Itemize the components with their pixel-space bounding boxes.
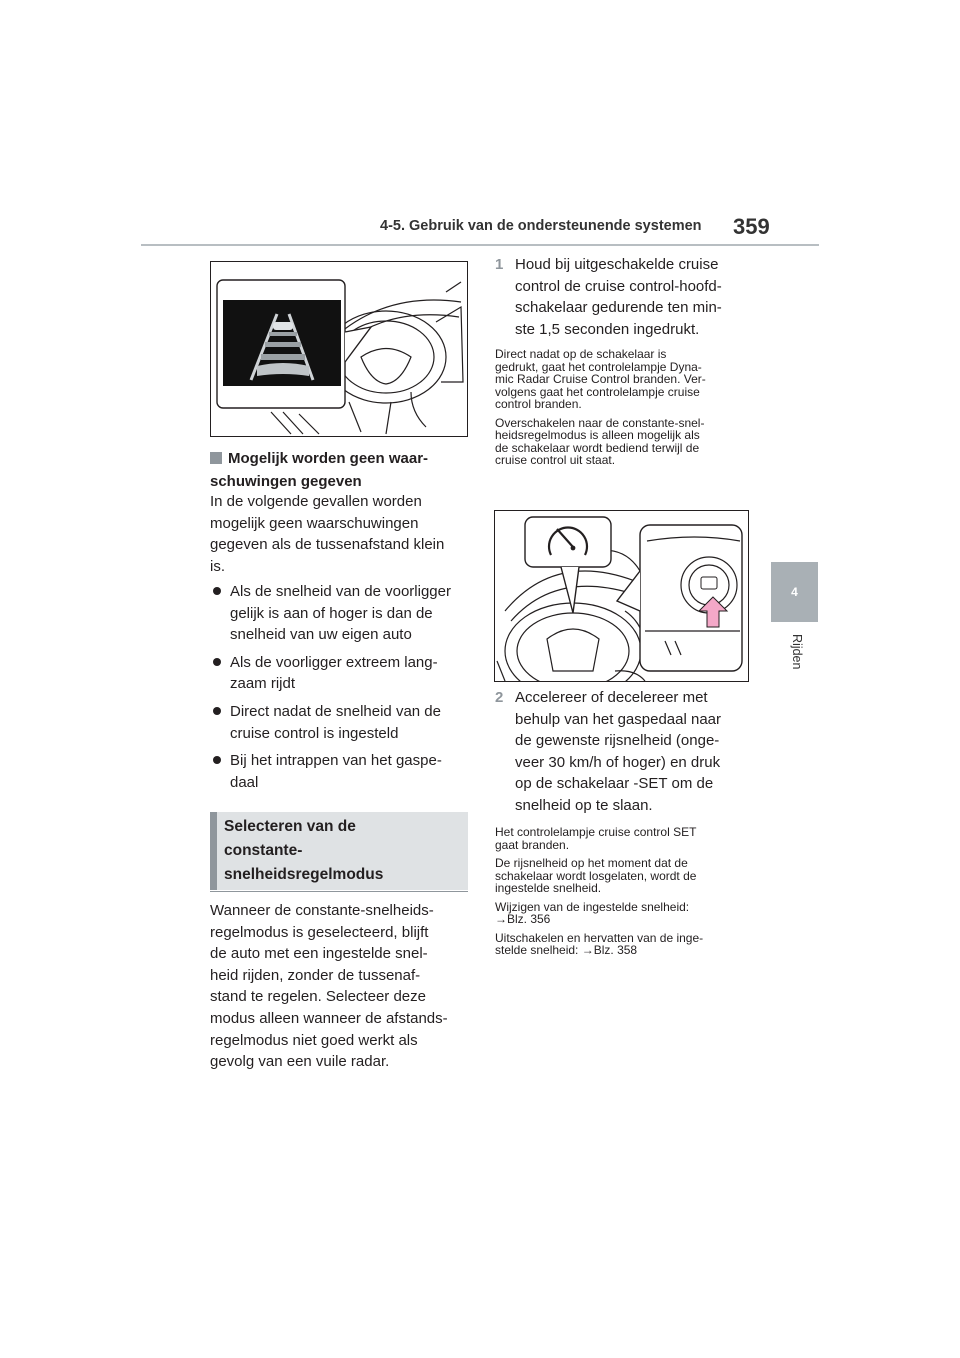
bullet-icon — [213, 658, 221, 666]
note-text: De rijsnelheid op het moment dat de schakelaar wordt losgelaten, wordt de ingestelde snelheid. — [495, 856, 697, 895]
step-text: Accelereer of decelereer met behulp van het gaspedaal naar de gewenste rijsnelheid (onge- veer 30 km/h of hoger) en druk op de schakelaar -SET om de snelheid op te slaan. — [515, 689, 722, 814]
section-heading-box — [210, 812, 468, 890]
chapter-tab[interactable] — [771, 562, 818, 622]
step-1 — [495, 254, 755, 340]
page-number: 359 — [733, 214, 770, 239]
note-text: Het controlelampje cruise control SET gaat branden. — [495, 825, 697, 852]
step-number: 1 — [495, 256, 504, 273]
page-reference-link[interactable]: Wijzigen van de ingestelde snelheid: →Blz. 356 — [495, 899, 690, 926]
list-item: Als de snelheid van de voorligger gelijk is aan of hoger is dan de snelheid van uw eigen auto — [210, 581, 472, 646]
note-text: Overschakelen naar de constante-snel- heidsregelmodus is alleen mogelijk als de schakelaar wordt bediend terwijl de cruise control uit staat. — [495, 415, 705, 467]
warning-intro: In de volgende gevallen worden mogelijk geen waarschuwingen gegeven als de tussenafstand klein is. — [210, 493, 445, 575]
list-item: Bij het intrappen van het gaspe- daal — [210, 750, 472, 793]
step-2 — [495, 687, 755, 817]
section-body: Wanneer de constante-snelheids- regelmodus is geselecteerd, blijft de auto met een ingestelde snel- heid rijden, zonder de tussenaf- stand te regelen. Selecteer deze modus alleen wanneer de afstands- regelmodus niet goed werkt als gevolg van een vuile radar. — [210, 902, 448, 1071]
section-underline — [210, 891, 468, 892]
warning-bullet-list — [210, 581, 472, 799]
steering-switch-press-illustration — [495, 511, 748, 681]
dashboard-radar-display-illustration — [211, 262, 467, 436]
bullet-icon — [213, 756, 221, 764]
header-divider — [141, 244, 819, 246]
step-2-notes — [495, 826, 757, 963]
bullet-icon — [213, 707, 221, 715]
list-item: Direct nadat de snelheid van de cruise control is ingesteld — [210, 701, 472, 744]
section-accent-bar — [210, 812, 217, 890]
step-1-notes — [495, 348, 757, 473]
page-reference-link[interactable]: Uitschakelen en hervatten van de inge- stelde snelheid: →Blz. 358 — [495, 930, 704, 957]
note-text: Direct nadat op de schakelaar is gedrukt, gaat het controlelampje Dyna- mic Radar Cruise Control branden. Ver- volgens gaat het controlelampje cruise control branden. — [495, 347, 706, 411]
section-heading: Selecteren van de constante- snelheidsregelmodus — [224, 818, 384, 883]
figure-steering-switch — [494, 510, 749, 682]
chapter-number: 4 — [791, 585, 798, 599]
section-title: 4-5. Gebruik van de ondersteunende systemen — [380, 218, 702, 234]
list-item: Als de voorligger extreem lang- zaam rijdt — [210, 652, 472, 695]
warning-heading: Mogelijk worden geen waar- schuwingen gegeven — [210, 450, 429, 490]
bullet-icon — [213, 587, 221, 595]
chapter-label: Rijden — [790, 634, 804, 670]
step-number: 2 — [495, 689, 504, 706]
figure-radar-display — [210, 261, 468, 437]
step-text: Houd bij uitgeschakelde cruise control de cruise control-hoofd- schakelaar gedurende ten min- ste 1,5 seconden ingedrukt. — [515, 256, 722, 338]
heading-square-icon — [210, 452, 222, 464]
